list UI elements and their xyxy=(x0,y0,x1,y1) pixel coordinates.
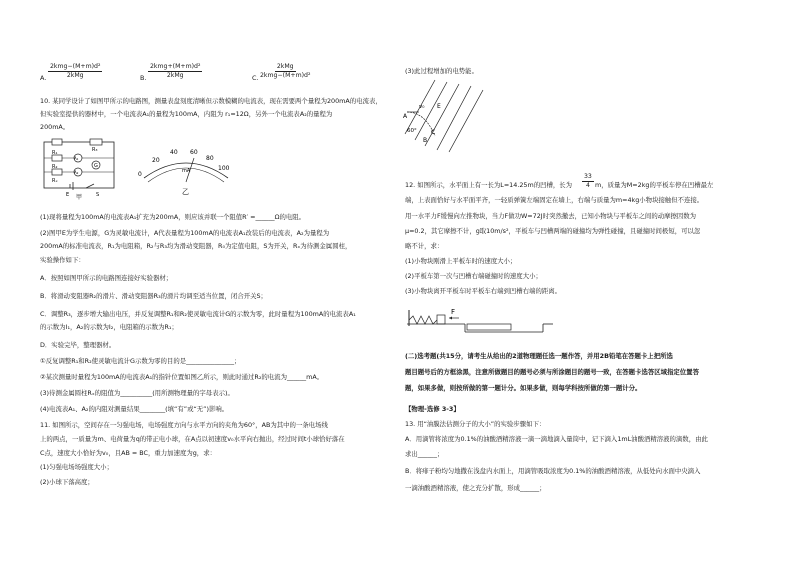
q10-body-12: (4)电流表A₁、A₂的内阻对测量结果________(填“有”或“无”)影响。 xyxy=(40,405,229,413)
option-a-fraction xyxy=(48,63,102,80)
option-c-numerator: 2kMg xyxy=(276,63,294,70)
q10-body-0: (1)现将量程为100mA的电流表A₁扩充为200mA，则应该并联一个阻值R′ =______Ω的电阻。 xyxy=(40,213,306,221)
q13-line-3: 求出______； xyxy=(405,450,444,458)
option-c-letter: C. xyxy=(252,74,259,82)
q10-body-3: 实验操作如下： xyxy=(40,256,85,264)
q13-line-4: B．将痱子粉均匀地撒在浅盘内水面上，用滴管吸取浓度为0.1%的油酸酒精溶液，从低处向水面中央滴入 xyxy=(405,467,701,475)
q12-frac-num: 33 xyxy=(584,173,592,180)
q10-body-4: A．按照如图甲所示的电路图连接好实验器材； xyxy=(40,274,173,282)
q12-line-3: 用一水平力F缓慢向左推物块，当力F做功W=72J时突然撤去，已知小物块与平板车之间的动摩擦因数为 xyxy=(405,212,697,220)
q13-line-2: A．用滴管将浓度为0.1%的油酸酒精溶液一滴一滴地滴入量筒中，记下滴入1mL油酸酒精溶液的滴数，由此 xyxy=(405,435,708,443)
right-column xyxy=(397,0,794,562)
dial-tick-80: 80 xyxy=(206,155,214,162)
q12-part-2: (2)平板车第一次与凹槽右端碰撞时的速度大小； xyxy=(405,272,542,280)
q10-line-1: 10. 某同学设计了如图甲所示的电路图，测量表盘刻度清晰但示数模糊的电流表，现在需要两个量程为200mA的电流表， xyxy=(40,97,382,105)
label-r1: R₁ xyxy=(52,150,58,156)
subject-heading: 【物理-选修 3-3】 xyxy=(405,405,460,413)
q12-line-4: μ=0.2，其它摩擦不计，g取10m/s²，平板车与凹槽两端的碰撞均为弹性碰撞，且碰撞时间极短，可以忽 xyxy=(405,227,701,235)
section-line-2: 题目题号后的方框涂黑，注意所做题目的题号必须与所涂题目的题号一致，在答题卡选答区域指定位置答 xyxy=(405,368,699,376)
dial-tick-60: 60 xyxy=(190,149,198,156)
q10-body-7: 的示数为I₁，A₂的示数为I₂，电阻箱的示数为R₁； xyxy=(40,323,178,331)
fig-label-angle: 60° xyxy=(407,128,417,134)
option-b-fraction xyxy=(148,63,202,80)
fig-label-e: E xyxy=(437,103,441,110)
q10-body-8: D．实验完毕，整理器材。 xyxy=(40,341,116,349)
q10-body-10: ②某次测量时量程为100mA的电流表A₁的指针位置如图乙所示，则此时通过R₂的电流为______mA。 xyxy=(40,373,324,381)
q10-body-6: C．调整R₃，逐步增大输出电压，并反复调整R₁和R₂使灵敏电流计G的示数为零，此时量程为100mA的电流表A₁ xyxy=(40,310,356,318)
dial-tick-100: 100 xyxy=(218,165,230,172)
q10-body-11: (3)待测金属圆柱Rₓ的阻值为__________(用所测物理量的字母表示)。 xyxy=(40,389,234,397)
option-b-numerator: 2kmg+(M+m)d² xyxy=(150,63,201,70)
q13-line-1: 13. 用“油膜法估测分子的大小”的实验步骤如下： xyxy=(405,420,546,428)
dial-unit-ma: mA xyxy=(182,168,191,174)
q13-line-5: 一滴油酸酒精溶液，使之充分扩散，形成______； xyxy=(405,484,546,492)
ammeter-dial xyxy=(130,138,242,200)
label-e: E xyxy=(66,192,70,198)
fig-label-c: C xyxy=(431,129,436,136)
option-a-numerator: 2kmg−(M+m)d² xyxy=(50,63,101,70)
q12-line-1a: 12. 如图所示，水平面上有一长为L=14.25m的凹槽，长为 xyxy=(405,181,573,189)
q11-line-2: 上的两点，一质量为m、电荷量为q的带正电小球，在A点以初速度v₀水平向右抛出，经过时间t小球恰好落在 xyxy=(40,435,345,443)
q11-line-3: C点，速度大小恰好为v₀，且AB = BC，重力加速度为g，求： xyxy=(40,449,216,457)
fig-label-v0: v₀ xyxy=(419,104,425,110)
fig-label-b: B xyxy=(423,137,428,144)
q11-part-1: (1)匀强电场场强度大小； xyxy=(40,463,113,471)
q10-line-2: 但实验室提供的器材中，一个电流表A₁的量程为100mA，内阻为 r₁=12Ω，另外一个电流表A₂的量程为 xyxy=(40,110,333,118)
electric-field-diagram xyxy=(403,76,487,156)
q12-fraction xyxy=(582,173,594,190)
label-a1: A₁ xyxy=(74,156,79,161)
q12-line-5: 略不计，求： xyxy=(405,242,444,250)
q12-part-3: (3)小物块离开平板车时平板车右端到凹槽右端的距离。 xyxy=(405,287,562,295)
label-a2: A₂ xyxy=(74,170,79,175)
q10-body-5: B．将滑动变阻器R₂的滑片、滑动变阻器R₃的滑片均调至适当位置，闭合开关S； xyxy=(40,292,267,300)
q12-line-2: 端，上表面恰好与水平面平齐，一轻质弹簧左端固定在墙上，右端与质量为m=4kg小物块接触但不连接。 xyxy=(405,196,704,204)
section-line-1: (二)选考题(共15分，请考生从给出的2道物理题任选一题作答，并用2B铅笔在答题卡上把所选 xyxy=(405,352,673,360)
q11-part-3: (3)此过程增加的电势能。 xyxy=(405,67,478,75)
option-b-denominator: 2kMg xyxy=(166,72,184,79)
label-g: G xyxy=(94,163,98,169)
label-jia: 甲 xyxy=(76,194,83,200)
option-c-denominator: 2kmg−(M+m)d² xyxy=(260,72,311,79)
label-r2: R₂ xyxy=(52,164,58,170)
q10-body-9: ①反复调整R₁和R₂使灵敏电流计G示数为零的目的是_______________； xyxy=(40,357,241,365)
label-yi: 乙 xyxy=(182,188,189,196)
circuit-diagram xyxy=(40,138,126,200)
force-label-f: F xyxy=(451,308,456,316)
option-b-letter: B. xyxy=(140,74,147,82)
dial-tick-20: 20 xyxy=(152,157,160,164)
dial-tick-40: 40 xyxy=(170,149,178,156)
q11-part-2: (2)小球下落高度； xyxy=(40,478,94,486)
q12-frac-den: 4 xyxy=(585,182,590,189)
label-rx: Rₓ xyxy=(52,178,58,184)
q12-part-1: (1)小物块刚滑上平板车时的速度大小； xyxy=(405,257,517,265)
q10-line-3: 200mA。 xyxy=(40,123,70,131)
q12-line-1b: m，质量为M=2kg的平板车停在凹槽最左 xyxy=(595,181,714,189)
option-a-letter: A. xyxy=(40,74,47,82)
q10-body-1: (2)图甲E为学生电源，G为灵敏电流计，A代表量程为100mA的电流表A₁改装后的电流表，A₂为量程为 xyxy=(40,229,330,237)
label-s: S xyxy=(96,192,100,198)
section-line-3: 题，如果多做，则按所做的第一题计分。如果多做，则每学科按所做的第一题计分。 xyxy=(405,384,642,392)
option-c-fraction xyxy=(260,63,310,80)
spring-cart-diagram xyxy=(405,300,555,338)
dial-tick-0: 0 xyxy=(138,171,142,178)
option-a-denominator: 2kMg xyxy=(66,72,84,79)
fig-label-a: A xyxy=(403,113,408,120)
label-r3: R₃ xyxy=(92,147,98,153)
q11-line-1: 11. 如图所示，空间存在一匀强电场，电场强度方向与水平方向的夹角为60°，AB为其中的一条电场线 xyxy=(40,421,328,429)
q10-body-2: 200mA的标准电流表，R₁为电阻箱，R₂与R₃均为滑动变阻器，R₀为定值电阻，S为开关，Rₓ为待测金属圆柱， xyxy=(40,242,352,250)
